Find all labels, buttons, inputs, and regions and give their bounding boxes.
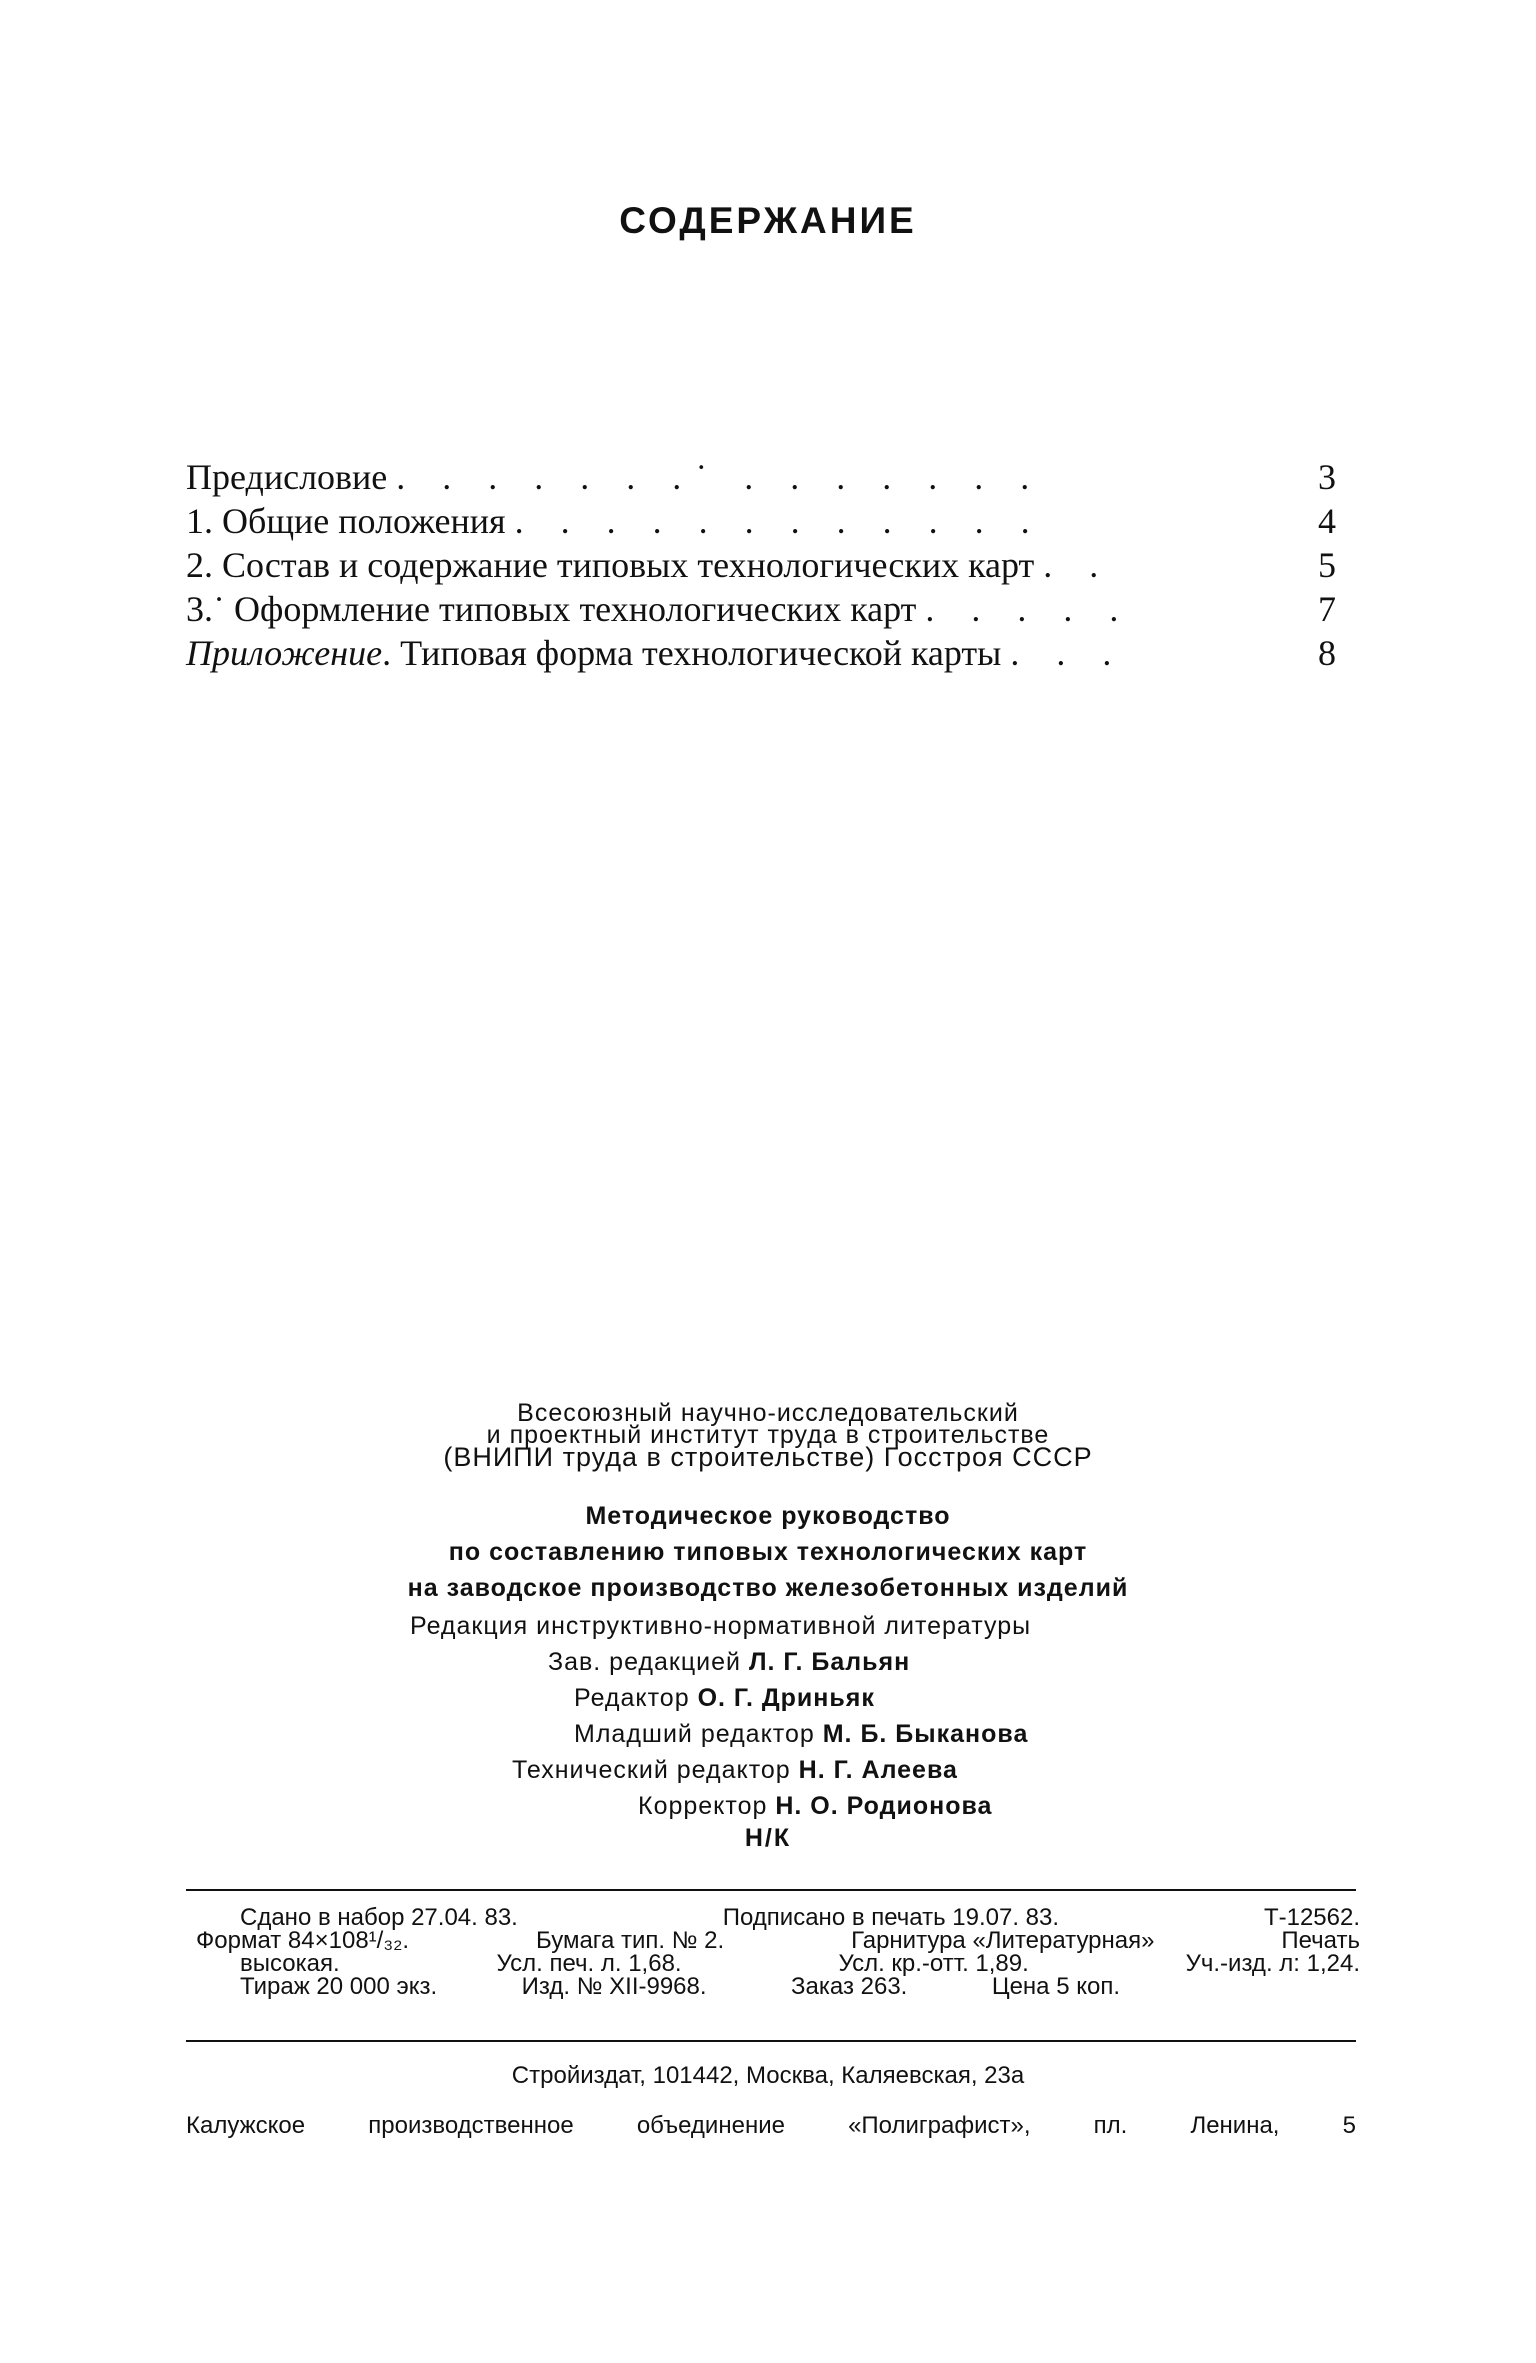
- hk-mark: Н/К: [744, 1824, 792, 1852]
- pubinfo-item: Т-12562.: [1263, 1904, 1360, 1931]
- tech-editor-name: Н. Г. Алеева: [798, 1756, 958, 1784]
- head-editor-role: Зав. редакцией: [548, 1648, 742, 1676]
- pubinfo-line: [196, 1906, 1360, 1929]
- proofreader-line: [638, 1788, 992, 1824]
- proofreader-name: Н. О. Родионова: [775, 1792, 993, 1820]
- pubinfo-line: [196, 1975, 1360, 1998]
- printer-word: «Полиграфист»,: [848, 2112, 1031, 2139]
- toc-entry: [186, 499, 1044, 543]
- toc-leader-dots: . . . . . . .˙ . . . . . . .: [396, 457, 1044, 497]
- toc-leader-dots: . . .: [1010, 633, 1126, 673]
- toc-title: 1. Общие положения: [186, 501, 506, 541]
- toc-leader-dots: . .: [1043, 545, 1113, 585]
- table-of-contents: [186, 455, 1336, 675]
- publication-info: [196, 1906, 1360, 1998]
- toc-row: [186, 455, 1336, 499]
- divider: [186, 2040, 1356, 2042]
- printer-word: Ленина,: [1190, 2112, 1280, 2139]
- pubinfo-item: Бумага тип. № 2.: [535, 1927, 725, 1954]
- pubinfo-item: Цена 5 коп.: [991, 1973, 1120, 2000]
- tech-editor-line: [512, 1752, 958, 1788]
- editor-name: О. Г. Дриньяк: [697, 1684, 875, 1712]
- toc-entry: [186, 587, 1132, 631]
- toc-title: 2. Состав и содержание типовых технологических карт: [186, 545, 1035, 585]
- junior-editor-role: Младший редактор: [574, 1720, 815, 1748]
- toc-page-number: 3: [1318, 457, 1336, 497]
- toc-entry: [186, 543, 1112, 587]
- toc-title: . Типовая форма технологической карты: [382, 633, 1002, 673]
- printer-word: объединение: [636, 2112, 785, 2139]
- toc-row: [186, 631, 1336, 675]
- toc-entry: [186, 631, 1125, 675]
- printer-word: пл.: [1093, 2112, 1128, 2139]
- editor-line: [574, 1680, 875, 1716]
- book-title-line: Методическое руководство: [585, 1502, 951, 1530]
- pubinfo-item: Заказ 263.: [791, 1973, 908, 2000]
- toc-page-number: 5: [1318, 545, 1336, 585]
- printer-line: [186, 2112, 1356, 2140]
- pubinfo-item: Уч.-изд. л: 1,24.: [1185, 1950, 1360, 1977]
- editor-role: Редактор: [574, 1684, 690, 1712]
- institute-line: и проектный институт труда в строительстве: [486, 1421, 1050, 1449]
- toc-page-number: 7: [1318, 589, 1336, 629]
- pubinfo-item: Усл. кр.-отт. 1,89.: [838, 1950, 1029, 1977]
- pubinfo-item: Сдано в набор 27.04. 83.: [240, 1904, 518, 1931]
- page-title: СОДЕРЖАНИЕ: [619, 200, 917, 241]
- toc-row: [186, 543, 1336, 587]
- book-title-line: на заводское производство железобетонных изделий: [407, 1574, 1129, 1602]
- toc-page-number: 4: [1318, 501, 1336, 541]
- pubinfo-item: Формат 84×108¹/₃₂.: [196, 1927, 410, 1954]
- pubinfo-item: Печать: [1281, 1927, 1360, 1954]
- publisher-line: Стройиздат, 101442, Москва, Каляевская, 23а: [511, 2062, 1025, 2089]
- head-editor-line: [548, 1644, 910, 1680]
- pubinfo-line: [196, 1929, 1360, 1952]
- toc-row: [186, 499, 1336, 543]
- institute-block: [0, 1399, 1536, 1472]
- pubinfo-item: Гарнитура «Литературная»: [851, 1927, 1155, 1954]
- toc-leader-dots: . . . . . . . . . . . .: [514, 501, 1044, 541]
- divider: [186, 1889, 1356, 1891]
- institute-line: (ВНИПИ труда в строительстве) Госстроя СССР: [443, 1442, 1093, 1472]
- pubinfo-item: высокая.: [240, 1950, 340, 1977]
- toc-leader-dots: . . . . .: [925, 589, 1133, 629]
- pubinfo-line: [196, 1952, 1360, 1975]
- pubinfo-item: Тираж 20 000 экз.: [240, 1973, 438, 2000]
- tech-editor-role: Технический редактор: [512, 1756, 791, 1784]
- junior-editor-name: М. Б. Быканова: [822, 1720, 1029, 1748]
- junior-editor-line: [574, 1716, 1028, 1752]
- toc-row: [186, 587, 1336, 631]
- toc-lead: Приложение: [186, 633, 383, 673]
- head-editor-name: Л. Г. Бальян: [748, 1648, 911, 1676]
- book-title-block: [0, 1498, 1536, 1606]
- printer-word: 5: [1342, 2112, 1356, 2139]
- institute-line: Всесоюзный научно-исследовательский: [517, 1399, 1019, 1427]
- pubinfo-item: Подписано в печать 19.07. 83.: [722, 1904, 1060, 1931]
- pubinfo-item: Изд. № XII-9968.: [521, 1973, 707, 2000]
- toc-title: 3.˙ Оформление типовых технологических карт: [186, 589, 917, 629]
- toc-entry: [186, 455, 1043, 499]
- toc-page-number: 8: [1318, 633, 1336, 673]
- printer-word: производственное: [368, 2112, 574, 2139]
- toc-title: Предисловие: [186, 457, 388, 497]
- edition-line: Редакция инструктивно-нормативной литературы: [410, 1612, 1032, 1640]
- proofreader-role: Корректор: [638, 1792, 768, 1820]
- book-title-line: по составлению типовых технологических карт: [448, 1538, 1088, 1566]
- printer-word: Калужское: [186, 2112, 306, 2139]
- pubinfo-item: Усл. печ. л. 1,68.: [496, 1950, 682, 1977]
